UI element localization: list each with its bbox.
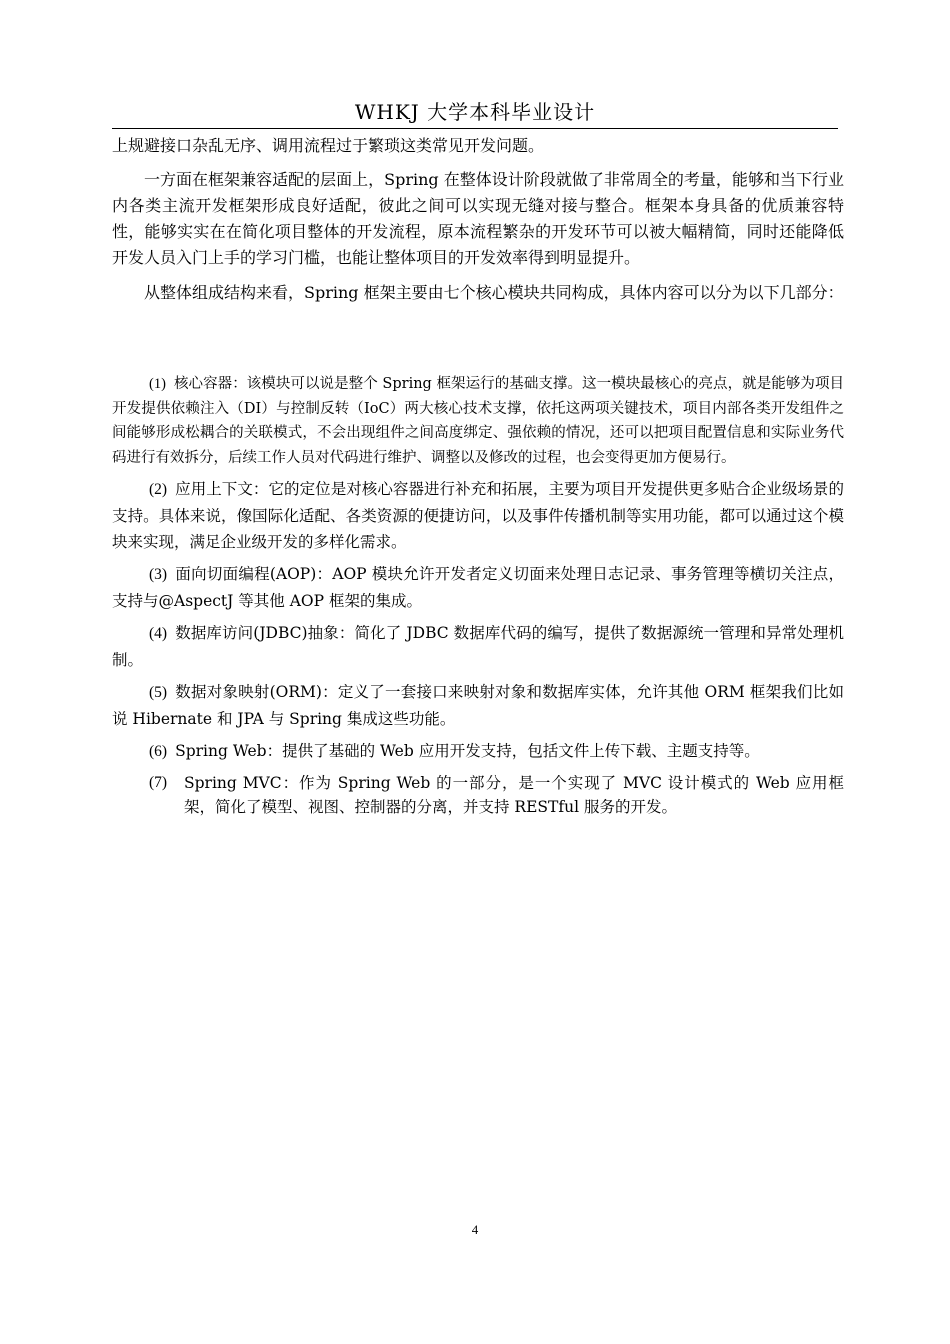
module-number: (4): [149, 625, 168, 642]
module-number: (1): [149, 376, 166, 392]
module-item-jdbc: [112, 620, 844, 673]
module-text: Spring MVC：作为 Spring Web 的一部分，是一个实现了 MVC 设计模式的 Web 应用框架，简化了模型、视图、控制器的分离，并支持 RESTful 服务的开发。: [184, 774, 844, 816]
module-number: (7): [149, 774, 168, 791]
paragraph-structure-intro: 从整体组成结构来看，Spring 框架主要由七个核心模块共同构成，具体内容可以分为以下几部分：: [144, 283, 844, 302]
paragraph-compatibility: 一方面在框架兼容适配的层面上，Spring 在整体设计阶段就做了非常周全的考量，能够和当下行业内各类主流开发框架形成良好适配，彼此之间可以实现无缝对接与整合。框架本身具备的优质兼容特性，能够实实在在简化项目整体的开发流程，原本流程繁杂的开发环节可以被大幅精简，同时还能降低开发人员入门上手的学习门槛，也能让整体项目的开发效率得到明显提升。: [112, 170, 844, 267]
module-text: 面向切面编程(AOP)：AOP 模块允许开发者定义切面来处理日志记录、事务管理等横切关注点，支持与@AspectJ 等其他 AOP 框架的集成。: [112, 565, 844, 610]
module-item-application-context: [112, 476, 844, 555]
page-number: 4: [471, 1222, 479, 1237]
module-number: (5): [149, 684, 168, 701]
module-number: (3): [149, 566, 168, 583]
module-text: 数据库访问(JDBC)抽象：简化了 JDBC 数据库代码的编写，提供了数据源统一管理和异常处理机制。: [112, 624, 844, 669]
page-header: [112, 92, 838, 129]
module-item-aop: [112, 561, 844, 614]
module-text: 应用上下文：它的定位是对核心容器进行补充和拓展，主要为项目开发提供更多贴合企业级场景的支持。具体来说，像国际化适配、各类资源的便捷访问，以及事件传播机制等实用功能，都可以通过这个模块来实现，满足企业级开发的多样化需求。: [112, 480, 844, 551]
module-item-spring-web: [112, 738, 844, 765]
module-text: 数据对象映射(ORM)：定义了一套接口来映射对象和数据库实体，允许其他 ORM 框架我们比如说 Hibernate 和 JPA 与 Spring 集成这些功能。: [112, 683, 844, 728]
module-number: (6): [149, 743, 168, 760]
module-item-core-container: [112, 372, 844, 470]
module-item-orm: [112, 679, 844, 732]
body-text: [112, 133, 844, 306]
page-header-title: WHKJ 大学本科毕业设计: [354, 100, 596, 124]
paragraph-continuation: 上规避接口杂乱无序、调用流程过于繁琐这类常见开发问题。: [112, 136, 545, 155]
module-item-spring-mvc: [112, 771, 844, 819]
module-list: [112, 372, 844, 825]
module-number: (2): [149, 481, 168, 498]
module-text: Spring Web：提供了基础的 Web 应用开发支持，包括文件上传下载、主题支持等。: [175, 742, 760, 760]
module-text: 核心容器：该模块可以说是整个 Spring 框架运行的基础支撑。这一模块最核心的亮点，就是能够为项目开发提供依赖注入（DI）与控制反转（IoC）两大核心技术支撑，依托这两项关键技术，项目内部各类开发组件之间能够形成松耦合的关联模式，不会出现组件之间高度绑定、强依赖的情况，还可以把项目配置信息和实际业务代码进行有效拆分，后续工作人员对代码进行维护、调整以及修改的过程，也会变得更加方便易行。: [112, 376, 844, 466]
